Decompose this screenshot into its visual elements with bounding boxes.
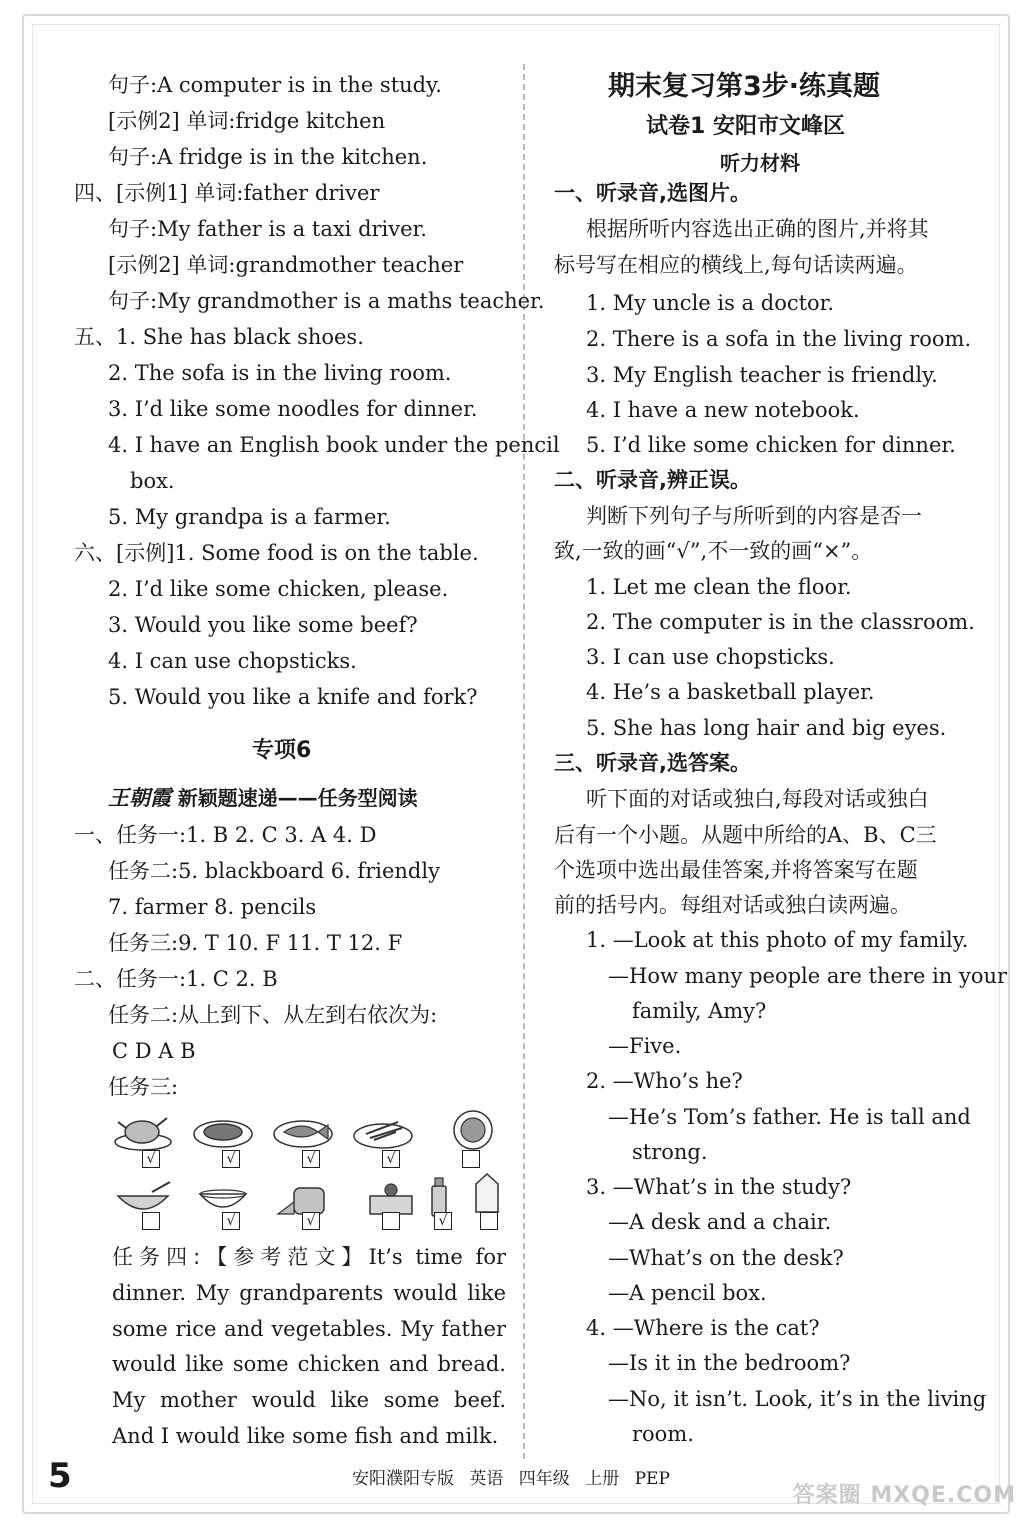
- instruction-line: 个选项中选出最佳答案,并将答案写在题: [554, 858, 918, 882]
- answer-checkbox: [462, 1150, 480, 1168]
- watermark-logo: 答案圈 MXQE.COM: [792, 1483, 1016, 1508]
- task-line: C D A B: [112, 1039, 196, 1063]
- task-line: 任务三:9. T 10. F 11. T 12. F: [108, 931, 403, 955]
- answer-checkbox: √: [222, 1150, 240, 1168]
- special-title: 专项6: [252, 738, 312, 763]
- script-line: family, Amy?: [632, 999, 767, 1023]
- essay-label: 任务四:【参考范文】: [112, 1245, 369, 1269]
- instruction-line: 后有一个小题。从题中所给的A、B、C三: [554, 823, 937, 847]
- answer-line: 五、1. She has black shoes.: [74, 325, 364, 349]
- task-line: 任务二:5. blackboard 6. friendly: [108, 859, 440, 883]
- subtitle-text: 新颖题速递——任务型阅读: [177, 786, 418, 810]
- section-heading: 三、听录音,选答案。: [554, 751, 751, 775]
- answer-checkbox: [382, 1212, 400, 1230]
- instruction-line: 致,一致的画“√”,不一致的画“×”。: [554, 539, 873, 563]
- instruction-line: 根据所听内容选出正确的图片,并将其: [586, 217, 929, 241]
- answer-line: [示例2] 单词:fridge kitchen: [108, 109, 386, 133]
- answer-line: 4. I can use chopsticks.: [108, 649, 357, 673]
- footer-edition: 安阳濮阳专版 英语 四年级 上册 PEP: [352, 1469, 670, 1489]
- answer-checkbox: √: [302, 1212, 320, 1230]
- answer-line: 4. I have an English book under the pencil: [108, 433, 560, 457]
- script-line: —What’s on the desk?: [608, 1246, 844, 1270]
- task-line: 任务三:: [108, 1075, 179, 1099]
- script-line: 2. —Who’s he?: [586, 1069, 743, 1093]
- script-line: 1. Let me clean the floor.: [586, 575, 852, 599]
- script-line: 2. The computer is in the classroom.: [586, 610, 975, 634]
- script-line: 1. —Look at this photo of my family.: [586, 928, 969, 952]
- instruction-line: 前的括号内。每组对话或独白读两遍。: [554, 893, 911, 917]
- task-line: 7. farmer 8. pencils: [108, 895, 317, 919]
- answer-checkbox: √: [302, 1150, 320, 1168]
- roast-chicken-icon: [112, 1108, 174, 1152]
- script-line: 4. —Where is the cat?: [586, 1316, 820, 1340]
- script-line: 3. —What’s in the study?: [586, 1175, 852, 1199]
- instruction-line: 听下面的对话或独白,每段对话或独白: [586, 787, 929, 811]
- instruction-line: 标号写在相应的横线上,每句话读两遍。: [554, 253, 918, 277]
- script-line: 2. There is a sofa in the living room.: [586, 327, 972, 351]
- section-heading: 一、听录音,选图片。: [554, 181, 751, 205]
- beef-plate-icon: [192, 1108, 254, 1152]
- column-divider: [523, 64, 525, 1459]
- script-line: 4. I have a new notebook.: [586, 398, 860, 422]
- food-picture-grid: [112, 1108, 512, 1236]
- answer-checkbox: [142, 1212, 160, 1230]
- answer-line: 句子:A computer is in the study.: [108, 73, 442, 97]
- page-number: 5: [48, 1456, 72, 1496]
- special-subtitle: [108, 783, 418, 813]
- script-line: —No, it isn’t. Look, it’s in the living: [608, 1387, 987, 1411]
- script-line: 3. I can use chopsticks.: [586, 645, 835, 669]
- script-line: 5. I’d like some chicken for dinner.: [586, 433, 956, 457]
- exam-subtitle: 试卷1 安阳市文峰区: [646, 114, 845, 139]
- task-line: 一、任务一:1. B 2. C 3. A 4. D: [74, 823, 377, 847]
- milk-carton-icon: [472, 1170, 502, 1214]
- answer-checkbox: √: [382, 1150, 400, 1168]
- answer-line: 四、[示例1] 单词:father driver: [74, 181, 380, 205]
- essay-text: It’s time for dinner. My grandparents would like some rice and vegetables. My father would like some chicken and bread. My mother would like some beef. And I would like some fish and milk.: [112, 1245, 506, 1448]
- script-line: room.: [632, 1422, 694, 1446]
- answer-line: 句子:My grandmother is a maths teacher.: [108, 289, 545, 313]
- vegetables-plate-icon: [352, 1108, 414, 1152]
- task-line: 任务二:从上到下、从左到右依次为:: [108, 1003, 438, 1027]
- essay-block: [112, 1240, 506, 1455]
- script-line: —A pencil box.: [608, 1281, 767, 1305]
- section-title: 听力材料: [720, 151, 800, 175]
- instruction-line: 判断下列句子与所听到的内容是否一: [586, 504, 922, 528]
- answer-line: 六、[示例]1. Some food is on the table.: [74, 541, 479, 565]
- brand-logo: 王朝霞: [108, 785, 171, 810]
- script-line: —He’s Tom’s father. He is tall and: [608, 1105, 971, 1129]
- soup-bowl-icon: [442, 1108, 504, 1152]
- answer-checkbox: √: [142, 1150, 160, 1168]
- answer-line: 句子:My father is a taxi driver.: [108, 217, 427, 241]
- answer-line: 3. Would you like some beef?: [108, 613, 418, 637]
- section-heading: 二、听录音,辨正误。: [554, 468, 751, 492]
- answer-line: 5. My grandpa is a farmer.: [108, 505, 391, 529]
- answer-line: 3. I’d like some noodles for dinner.: [108, 397, 478, 421]
- answer-line: box.: [130, 469, 175, 493]
- script-line: 1. My uncle is a doctor.: [586, 291, 835, 315]
- answer-line: [示例2] 单词:grandmother teacher: [108, 253, 464, 277]
- answer-line: 2. I’d like some chicken, please.: [108, 577, 449, 601]
- script-line: 3. My English teacher is friendly.: [586, 363, 938, 387]
- script-line: —How many people are there in your: [608, 964, 1008, 988]
- script-line: —A desk and a chair.: [608, 1210, 832, 1234]
- answer-checkbox: √: [434, 1212, 452, 1230]
- script-line: 5. She has long hair and big eyes.: [586, 716, 947, 740]
- script-line: —Is it in the bedroom?: [608, 1351, 851, 1375]
- script-line: strong.: [632, 1140, 708, 1164]
- answer-line: 句子:A fridge is in the kitchen.: [108, 145, 428, 169]
- script-line: —Five.: [608, 1034, 682, 1058]
- script-line: 4. He’s a basketball player.: [586, 680, 875, 704]
- answer-line: 5. Would you like a knife and fork?: [108, 685, 478, 709]
- answer-checkbox: √: [222, 1212, 240, 1230]
- task-line: 二、任务一:1. C 2. B: [74, 967, 278, 991]
- answer-line: 2. The sofa is in the living room.: [108, 361, 452, 385]
- fish-plate-icon: [272, 1108, 334, 1152]
- page-title: 期末复习第3步·练真题: [608, 71, 881, 102]
- answer-checkbox: [480, 1212, 498, 1230]
